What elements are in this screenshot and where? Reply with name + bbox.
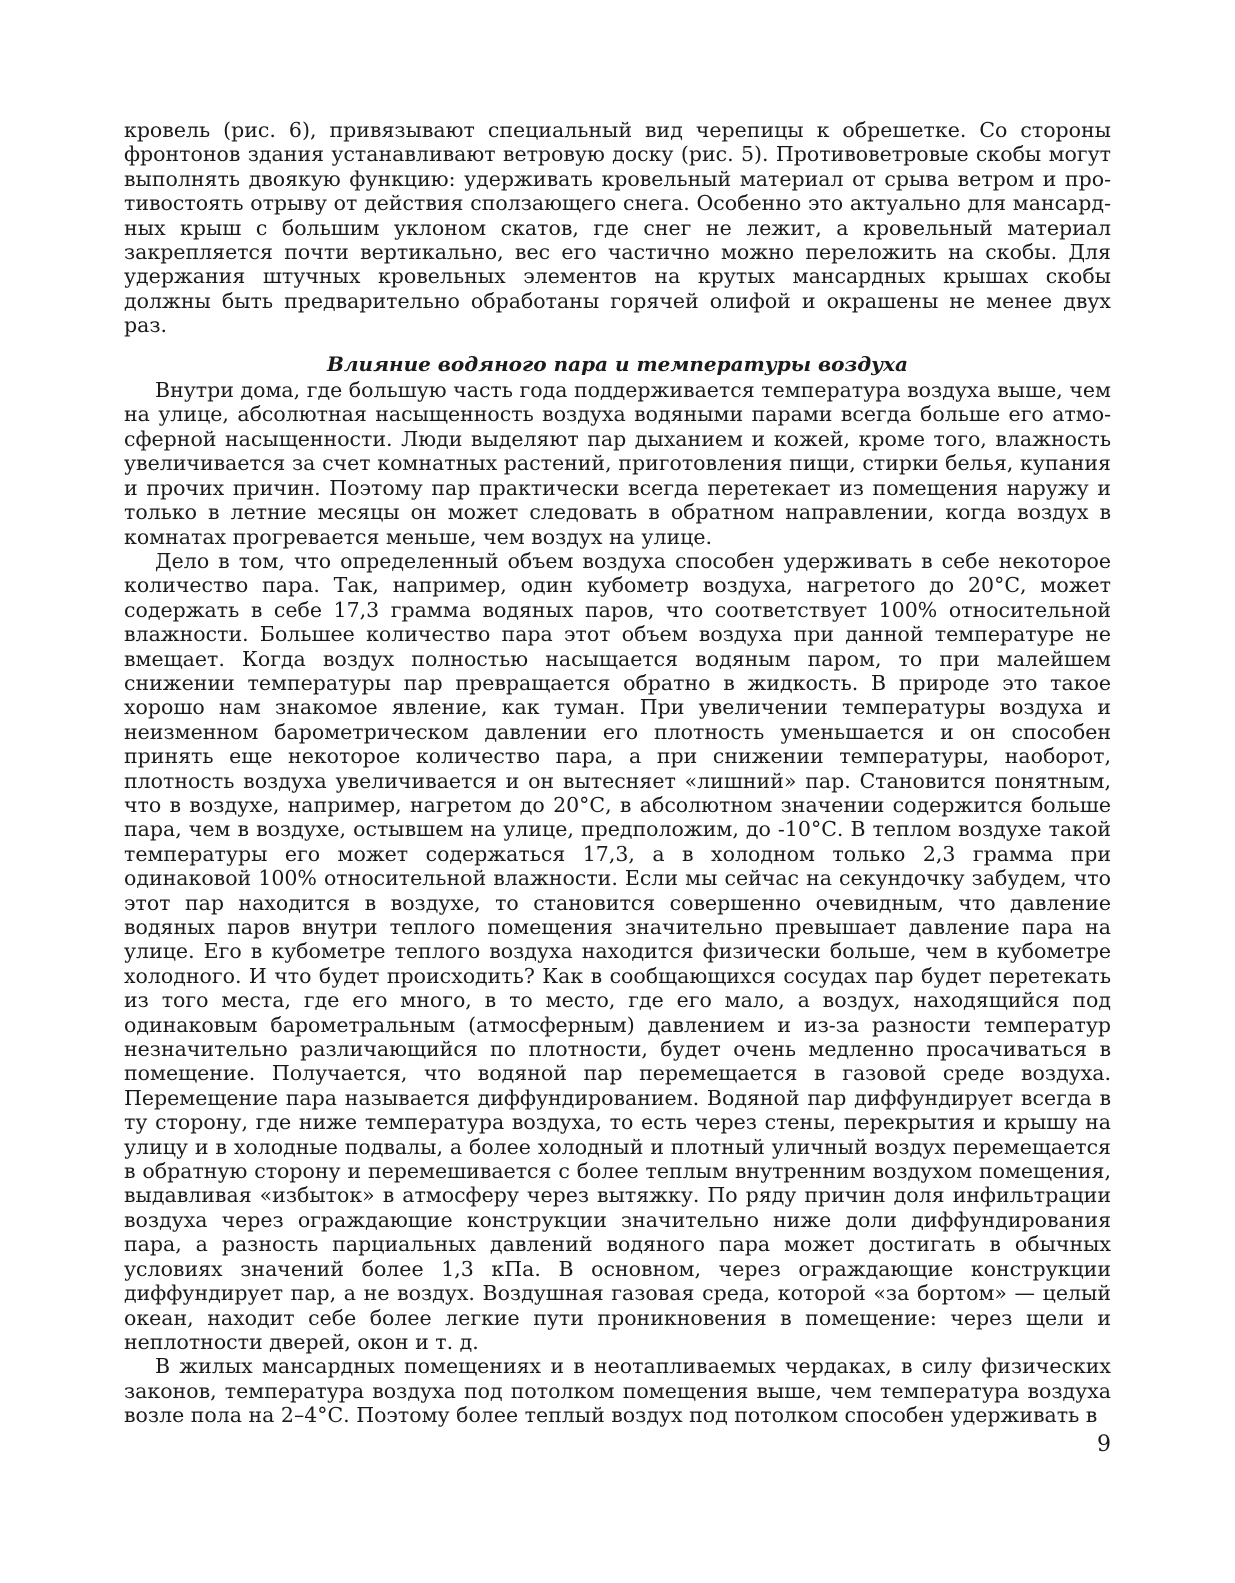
- section-heading: Влияние водяного пара и температуры воздуха: [326, 351, 908, 376]
- page-number: 9: [1097, 1432, 1111, 1457]
- paragraph: В жилых мансардных помещениях и в неотапливаемых чердаках, в силу физических законов, температура воздуха под потолком помещения выше, чем температура воздуха возле пола на 2–4°С. Поэтому более теплый воздух под потолком способен удерживать в: [124, 1354, 1111, 1428]
- paragraph-continuation: кровель (рис. 6), привязывают специальный вид черепицы к обрешетке. Со стороны фронтонов здания устанавливают ветровую доску (рис. 5). Противоветровые скобы могут выполнять двоякую функцию: удерживать кровельный материал от срыва ветром и противостоять отрыву от действия сползающего снега. Особенно это актуально для мансардных крыш с большим уклоном скатов, где снег не лежит, а кровельный материал закрепляется почти вертикально, вес его частично можно переложить на скобы. Для удержания штучных кровельных элементов на крутых мансардных крышах скобы должны быть предварительно обработаны горячей олифой и окрашены не менее двух раз.: [124, 118, 1111, 338]
- page-body: [124, 118, 1111, 1428]
- paragraph: Внутри дома, где большую часть года поддерживается температура воздуха выше, чем на улице, абсолютная насыщенность воздуха водяными парами всегда больше его атмосферной насыщенности. Люди выделяют пар дыханием и кожей, кроме того, влажность увеличивается за счет комнатных растений, приготовления пищи, стирки белья, купания и прочих причин. Поэтому пар практически всегда перетекает из помещения наружу и только в летние месяцы он может следовать в обратном направлении, когда воздух в комнатах прогревается меньше, чем воздух на улице.: [124, 378, 1111, 549]
- paragraph: Дело в том, что определенный объем воздуха способен удерживать в себе некоторое количество пара. Так, например, один кубометр воздуха, нагретого до 20°С, может содержать в себе 17,3 грамма водяных паров, что соответствует 100% относительной влажности. Большее количество пара этот объем воздуха при данной температуре не вмещает. Когда воздух полностью насыщается водяным паром, то при малейшем снижении температуры пар превращается обратно в жидкость. В природе это такое хорошо нам знакомое явление, как туман. При увеличении температуры воздуха и неизменном барометрическом давлении его плотность уменьшается и он способен принять еще некоторое количество пара, а при снижении температуры, наоборот, плотность воздуха увеличивается и он вытесняет «лишний» пар. Становится понятным, что в воздухе, например, нагретом до 20°С, в абсолютном значении содержится больше пара, чем в воздухе, остывшем на улице, предположим, до -10°С. В теплом воздухе такой температуры его может содержаться 17,3, а в холодном только 2,3 грамма при одинаковой 100% относительной влажности. Если мы сейчас на секундочку забудем, что этот пар находится в воздухе, то становится совершенно очевидным, что давление водяных паров внутри теплого помещения значительно превышает давление пара на улице. Его в кубометре теплого воздуха находится физически больше, чем в кубометре холодного. И что будет происходить? Как в сообщающихся сосудах пар будет перетекать из того места, где его много, в то место, где его мало, а воздух, находящийся под одинаковым барометральным (атмосферным) давлением и из-за разности температур незначительно различающийся по плотности, будет очень медленно просачиваться в помещение. Получается, что водяной пар перемещается в газовой среде воздуха. Перемещение пара называется диффундированием. Водяной пар диффундирует всегда в ту сторону, где ниже температура воздуха, то есть через стены, перекрытия и крышу на улицу и в холодные подвалы, а более холодный и плотный уличный воздух перемещается в обратную сторону и перемешивается с более теплым внутренним воздухом помещения, выдавливая «избыток» в атмосферу через вытяжку. По ряду причин доля инфильтрации воздуха через ограждающие конструкции значительно ниже доли диффундирования пара, а разность парциальных давлений водяного пара может достигать в обычных условиях значений более 1,3 кПа. В основном, через ограждающие конструкции диффундирует пар, а не воздух. Воздушная газовая среда, которой «за бортом» — целый океан, находит себе более легкие пути проникновения в помещение: через щели и неплотности дверей, окон и т. д.: [124, 548, 1111, 1354]
